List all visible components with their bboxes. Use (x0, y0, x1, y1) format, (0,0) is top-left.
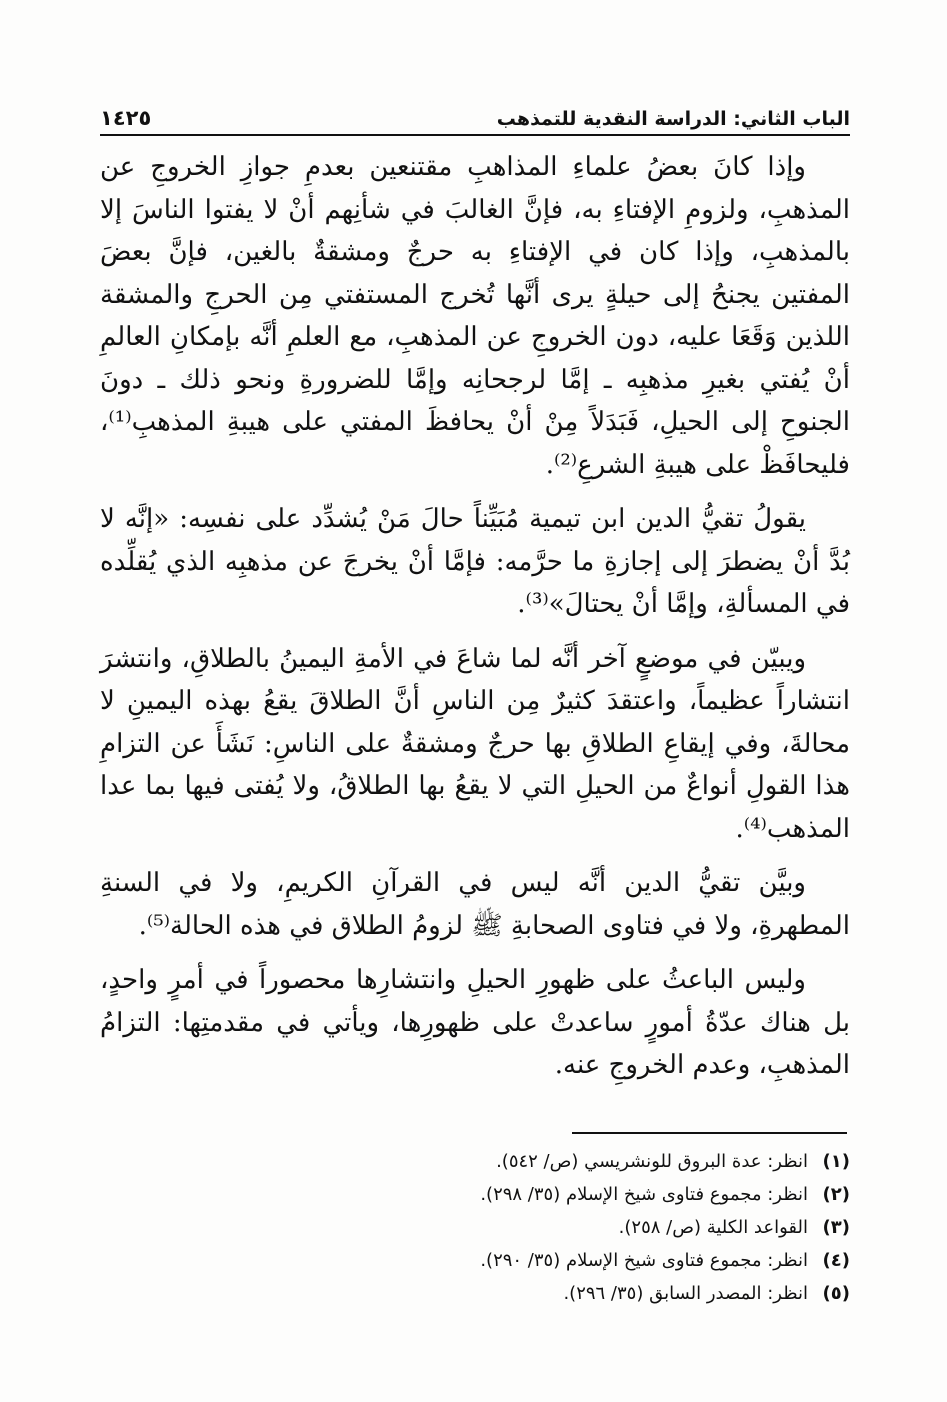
footnote-text: انظر: المصدر السابق (٣٥/ ٢٩٦). (563, 1283, 808, 1304)
page-header (100, 96, 850, 136)
footnote-item (100, 1277, 850, 1310)
paragraph: يقولُ تقيُّ الدين ابن تيمية مُبَيِّناً حالَ مَنْ يُشدِّد على نفسِه: «إنَّه لا بُدَّ أنْ يضطرَ إلى إجازةِ ما حرَّمه: فإمَّا أنْ يخرجَ عن مذهبِه الذي يُقلِّده في المسألةِ، وإمَّا أنْ يحتالَ»⁽³⁾. (100, 504, 850, 619)
page-number: ١٤٢٥ (100, 106, 152, 130)
paragraph: ويبيّن في موضعٍ آخر أنَّه لما شاعَ في الأمةِ اليمينُ بالطلاقِ، وانتشرَ انتشاراً عظيماً، واعتقدَ كثيرٌ مِن الناسِ أنَّ الطلاقَ يقعُ بهذه اليمينِ لا محالةَ، وفي إيقاعِ الطلاقِ بها حرجٌ ومشقةٌ على الناسِ: نَشَأَ عن التزامِ هذا القولِ أنواعٌ من الحيلِ التي لا يقعُ بها الطلاقُ، ولا يُفتى فيها بما عدا المذهب⁽⁴⁾. (100, 643, 850, 844)
footnote-text: انظر: مجموع فتاوى شيخ الإسلام (٣٥/ ٢٩٠). (480, 1250, 808, 1271)
footnote-item (100, 1145, 850, 1178)
footnote-text: انظر: مجموع فتاوى شيخ الإسلام (٣٥/ ٢٩٨). (480, 1184, 808, 1205)
paragraph: وبيَّن تقيُّ الدين أنَّه ليس في القرآنِ الكريمِ، ولا في السنةِ المطهرةِ، ولا في فتاوى الصحابةِ ﷺ لزومُ الطلاق في هذه الحالة⁽⁵⁾. (100, 868, 850, 941)
main-text (100, 146, 850, 1099)
footnote-number: (٥) (822, 1283, 850, 1304)
footnote-separator (572, 1132, 847, 1134)
footnotes (100, 1145, 850, 1310)
footnote-text: القواعد الكلية (ص/ ٢٥٨). (618, 1217, 808, 1238)
running-title: الباب الثاني: الدراسة النقدية للتمذهب (496, 108, 850, 130)
footnote-number: (٣) (822, 1217, 850, 1238)
footnote-number: (٤) (822, 1250, 850, 1271)
paragraph: وإذا كانَ بعضُ علماءِ المذاهبِ مقتنعين بعدمِ جوازِ الخروجِ عن المذهبِ، ولزومِ الإفتاءِ به، فإنَّ الغالبَ في شأنِهم أنْ لا يفتوا الناسَ إلا بالمذهبِ، وإذا كان في الإفتاءِ به حرجٌ ومشقةٌ بالغين، فإنَّ بعضَ المفتين يجنحُ إلى حيلةٍ يرى أنَّها تُخرج المستفتي مِن الحرجِ والمشقة اللذين وَقَعَا عليه، دون الخروجِ عن المذهبِ، مع العلمِ أنَّه بإمكانِ العالمِ أنْ يُفتي بغيرِ مذهبِه ـ إمَّا لرجحانِه وإمَّا للضرورةِ ونحو ذلك ـ دونَ الجنوحِ إلى الحيلِ، فَبَدَلاً مِنْ أنْ يحافظَ المفتي على هيبةِ المذهبِ⁽¹⁾، فليحافَظْ على هيبةِ الشرعِ⁽²⁾. (100, 152, 850, 480)
footnote-number: (١) (822, 1151, 850, 1172)
footnote-item (100, 1211, 850, 1244)
footnote-item (100, 1244, 850, 1277)
footnote-number: (٢) (822, 1184, 850, 1205)
footnote-text: انظر: عدة البروق للونشريسي (ص/ ٥٤٢). (496, 1151, 808, 1172)
footnote-item (100, 1178, 850, 1211)
paragraph: وليس الباعثُ على ظهورِ الحيلِ وانتشارِها محصوراً في أمرٍ واحدٍ، بل هناك عدّةُ أمورٍ ساعدتْ على ظهورِها، ويأتي في مقدمتِها: التزامُ المذهبِ، وعدم الخروجِ عنه. (100, 965, 850, 1080)
